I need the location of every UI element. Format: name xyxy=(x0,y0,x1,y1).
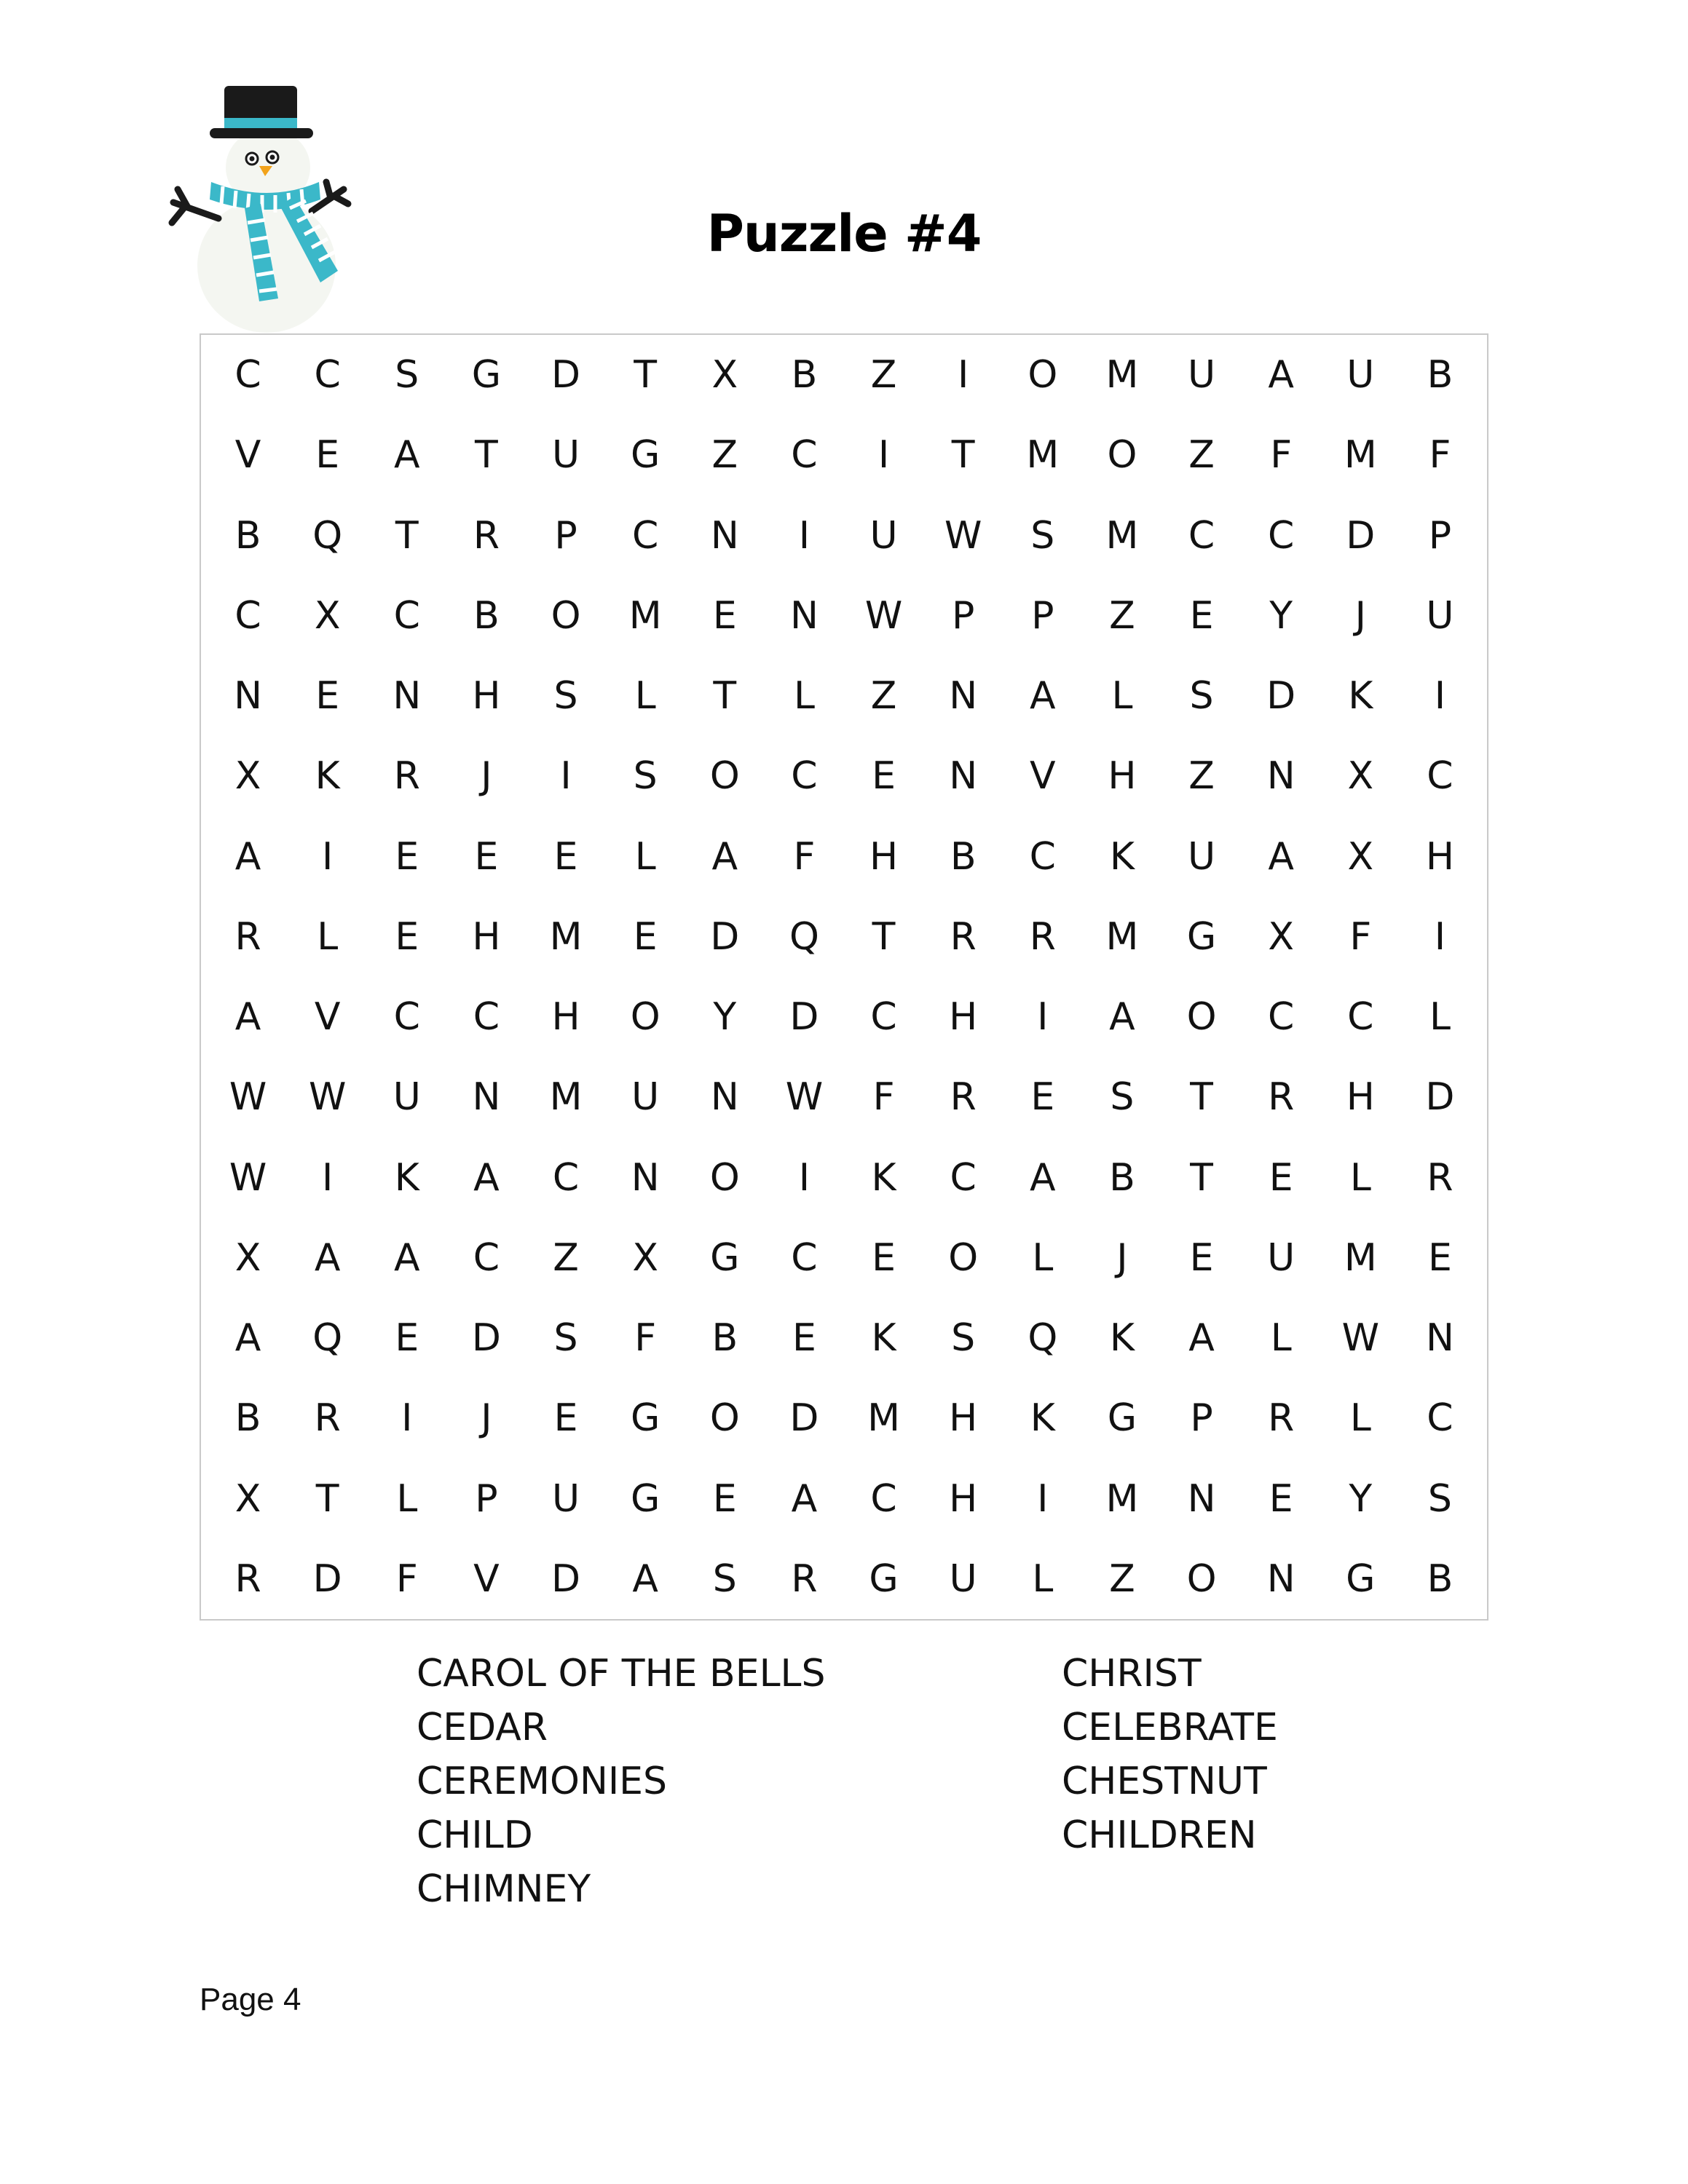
grid-letter: L xyxy=(1429,995,1451,1040)
grid-letter: H xyxy=(472,914,501,959)
grid-letter: I xyxy=(798,1155,811,1200)
grid-letter: C xyxy=(791,1235,818,1280)
grid-letter: F xyxy=(1270,433,1293,478)
grid-letter: M xyxy=(549,914,583,959)
grid-letter: H xyxy=(472,674,501,719)
grid-letter: G xyxy=(631,1476,660,1521)
grid-letter: B xyxy=(1109,1155,1135,1200)
grid-letter: E xyxy=(395,834,419,879)
grid-letter: U xyxy=(1188,834,1216,879)
grid-letter: T xyxy=(315,1476,339,1521)
grid-letter: E xyxy=(1269,1476,1293,1521)
grid-letter: A xyxy=(1188,1316,1215,1361)
grid-letter: C xyxy=(632,513,659,558)
grid-letter: W xyxy=(944,513,982,558)
grid-letter: L xyxy=(1111,674,1133,719)
grid-letter: X xyxy=(1347,834,1374,879)
grid-letter: S xyxy=(951,1316,976,1361)
grid-letter: T xyxy=(1190,1155,1213,1200)
grid-letter: H xyxy=(869,834,899,879)
grid-letter: N xyxy=(1266,1556,1295,1601)
grid-letter: H xyxy=(949,995,978,1040)
word-list-item: CAROL OF THE BELLS xyxy=(417,1652,826,1696)
grid-letter: G xyxy=(631,433,660,478)
grid-letter: D xyxy=(551,1556,581,1601)
grid-letter: E xyxy=(633,914,658,959)
grid-letter: P xyxy=(952,593,975,638)
grid-letter: M xyxy=(628,593,662,638)
grid-letter: S xyxy=(553,674,578,719)
grid-letter: U xyxy=(393,1075,421,1120)
word-list-item: CELEBRATE xyxy=(1062,1706,1278,1749)
word-list-right xyxy=(1062,1647,1278,1862)
grid-letter: Z xyxy=(870,353,897,397)
grid-letter: T xyxy=(872,914,896,959)
grid-letter: L xyxy=(1032,1556,1054,1601)
grid-letter: X xyxy=(314,593,341,638)
word-search-grid xyxy=(200,333,1488,1621)
grid-letter: W xyxy=(1341,1316,1380,1361)
grid-letter: I xyxy=(1037,995,1049,1040)
grid-letter: E xyxy=(712,593,737,638)
grid-letter: F xyxy=(1429,433,1451,478)
grid-letter: V xyxy=(314,995,341,1040)
grid-letter: U xyxy=(552,433,580,478)
grid-letter: O xyxy=(1028,353,1058,397)
grid-letter: C xyxy=(1268,995,1295,1040)
grid-letter: W xyxy=(229,1075,267,1120)
grid-letter: O xyxy=(709,754,740,799)
grid-letter: A xyxy=(234,834,261,879)
page-number: Page 4 xyxy=(200,1982,301,2017)
grid-letter: P xyxy=(1190,1396,1213,1441)
grid-letter: E xyxy=(712,1476,737,1521)
grid-letter: O xyxy=(1107,433,1137,478)
grid-letter: M xyxy=(1105,1476,1139,1521)
grid-letter: E xyxy=(1269,1155,1293,1200)
grid-letter: C xyxy=(950,1155,977,1200)
grid-letter: K xyxy=(1030,1396,1055,1441)
grid-letter: T xyxy=(634,353,658,397)
grid-letter: I xyxy=(958,353,969,397)
grid-letter: L xyxy=(1032,1235,1054,1280)
grid-letter: N xyxy=(393,674,422,719)
word-list-left xyxy=(417,1647,826,1916)
grid-letter: X xyxy=(632,1235,658,1280)
grid-letter: A xyxy=(791,1476,818,1521)
grid-letter: T xyxy=(713,674,737,719)
grid-letter: H xyxy=(1425,834,1454,879)
grid-letter: W xyxy=(229,1155,267,1200)
grid-letter: J xyxy=(481,754,492,799)
grid-letter: I xyxy=(1434,674,1446,719)
grid-letter: L xyxy=(1349,1396,1371,1441)
grid-letter: A xyxy=(473,1155,500,1200)
grid-letter: I xyxy=(1037,1476,1049,1521)
grid-letter: E xyxy=(1428,1235,1452,1280)
grid-letter: Z xyxy=(1188,754,1215,799)
grid-letter: X xyxy=(711,353,738,397)
grid-letter: Q xyxy=(312,513,343,558)
grid-letter: N xyxy=(710,513,739,558)
grid-letter: I xyxy=(401,1396,413,1441)
grid-letter: R xyxy=(1268,1075,1295,1120)
grid-letter: R xyxy=(950,1075,977,1120)
grid-letter: E xyxy=(553,834,578,879)
grid-letter: C xyxy=(1427,1396,1454,1441)
grid-letter: C xyxy=(1347,995,1374,1040)
grid-letter: Z xyxy=(1188,433,1215,478)
grid-letter: B xyxy=(791,353,818,397)
grid-letter: W xyxy=(308,1075,347,1120)
grid-letter: D xyxy=(471,1316,501,1361)
grid-letter: C xyxy=(234,353,261,397)
grid-letter: L xyxy=(634,674,656,719)
grid-letter: Y xyxy=(1349,1476,1373,1521)
grid-letter: R xyxy=(1268,1396,1295,1441)
grid-letter: E xyxy=(792,1316,816,1361)
grid-letter: R xyxy=(234,914,261,959)
grid-letter: B xyxy=(950,834,977,879)
grid-letter: A xyxy=(1109,995,1135,1040)
grid-letter: E xyxy=(872,1235,896,1280)
grid-letter: E xyxy=(872,754,896,799)
grid-letter: O xyxy=(948,1235,979,1280)
grid-letter: I xyxy=(322,1155,334,1200)
grid-letter: S xyxy=(1427,1476,1452,1521)
grid-letter: J xyxy=(1354,593,1366,638)
grid-letter: L xyxy=(634,834,656,879)
grid-letter: A xyxy=(234,1316,261,1361)
grid-letter: E xyxy=(1030,1075,1055,1120)
grid-letter: M xyxy=(549,1075,583,1120)
grid-letter: D xyxy=(789,1396,819,1441)
grid-letter: N xyxy=(949,674,978,719)
grid-letter: I xyxy=(560,754,572,799)
grid-letter: F xyxy=(1349,914,1372,959)
grid-letter: H xyxy=(551,995,580,1040)
grid-letter: I xyxy=(877,433,890,478)
grid-letter: L xyxy=(1349,1155,1371,1200)
grid-letter: I xyxy=(798,513,811,558)
grid-letter: K xyxy=(871,1155,896,1200)
grid-letter: V xyxy=(234,433,261,478)
grid-letter: D xyxy=(1266,674,1296,719)
grid-letter: Q xyxy=(312,1316,343,1361)
grid-letter: J xyxy=(1116,1235,1128,1280)
grid-letter: T xyxy=(475,433,498,478)
grid-letter: C xyxy=(552,1155,580,1200)
grid-letter: X xyxy=(1347,754,1374,799)
grid-letter: N xyxy=(472,1075,501,1120)
page-title: Puzzle #4 xyxy=(706,204,982,264)
grid-letter: M xyxy=(1026,433,1060,478)
grid-letter: P xyxy=(554,513,577,558)
grid-letter: Q xyxy=(789,914,819,959)
grid-letter: G xyxy=(710,1235,740,1280)
grid-letter: C xyxy=(393,593,420,638)
word-list-item: CHESTNUT xyxy=(1062,1760,1267,1803)
grid-letter: N xyxy=(1187,1476,1216,1521)
grid-letter: I xyxy=(1434,914,1446,959)
grid-letter: F xyxy=(872,1075,895,1120)
grid-letter: C xyxy=(234,593,261,638)
grid-letter: C xyxy=(473,995,500,1040)
grid-letter: N xyxy=(631,1155,660,1200)
grid-letter: A xyxy=(1030,674,1056,719)
grid-letter: U xyxy=(869,513,898,558)
grid-letter: O xyxy=(709,1155,740,1200)
grid-letter: R xyxy=(950,914,977,959)
grid-letter: F xyxy=(793,834,816,879)
grid-letter: L xyxy=(1270,1316,1292,1361)
grid-letter: O xyxy=(630,995,660,1040)
word-list-item: CEREMONIES xyxy=(417,1760,668,1803)
grid-letter: D xyxy=(312,1556,342,1601)
word-list-item: CHILDREN xyxy=(1062,1813,1257,1857)
grid-letter: Z xyxy=(711,433,738,478)
grid-letter: Y xyxy=(713,995,737,1040)
grid-letter: Z xyxy=(553,1235,579,1280)
grid-letter: W xyxy=(785,1075,824,1120)
grid-letter: S xyxy=(1110,1075,1135,1120)
grid-letter: P xyxy=(1428,513,1452,558)
grid-letter: M xyxy=(1105,513,1139,558)
grid-letter: N xyxy=(1425,1316,1454,1361)
grid-letter: K xyxy=(871,1316,896,1361)
grid-letter: T xyxy=(1190,1075,1213,1120)
grid-letter: U xyxy=(552,1476,580,1521)
grid-letter: S xyxy=(633,754,658,799)
grid-letter: D xyxy=(1346,513,1376,558)
grid-letter: C xyxy=(791,433,818,478)
grid-letter: H xyxy=(1346,1075,1375,1120)
word-list-item: CHIMNEY xyxy=(417,1867,591,1911)
grid-letter: G xyxy=(1186,914,1217,959)
grid-letter: A xyxy=(394,1235,420,1280)
grid-letter: T xyxy=(951,433,975,478)
grid-letter: U xyxy=(1267,1235,1295,1280)
grid-letter: E xyxy=(315,433,340,478)
grid-letter: C xyxy=(393,995,420,1040)
grid-letter: C xyxy=(1029,834,1056,879)
grid-letter: F xyxy=(395,1556,418,1601)
grid-letter: R xyxy=(791,1556,818,1601)
grid-letter: G xyxy=(631,1396,660,1441)
grid-letter: H xyxy=(949,1396,978,1441)
grid-letter: L xyxy=(396,1476,418,1521)
grid-letter: K xyxy=(394,1155,419,1200)
grid-letter: B xyxy=(1427,1556,1454,1601)
grid-letter: G xyxy=(471,353,502,397)
grid-letter: E xyxy=(395,1316,419,1361)
grid-letter: K xyxy=(1348,674,1373,719)
grid-letter: Y xyxy=(1269,593,1293,638)
grid-letter: K xyxy=(315,754,340,799)
grid-letter: E xyxy=(1189,593,1214,638)
grid-letter: G xyxy=(1107,1396,1137,1441)
grid-letter: M xyxy=(1344,1235,1377,1280)
grid-letter: E xyxy=(395,914,419,959)
grid-letter: L xyxy=(317,914,339,959)
grid-letter: U xyxy=(1346,353,1375,397)
grid-letter: N xyxy=(1266,754,1295,799)
grid-letter: M xyxy=(867,1396,900,1441)
grid-letter: A xyxy=(234,995,261,1040)
grid-letter: R xyxy=(473,513,500,558)
grid-letter: S xyxy=(553,1316,578,1361)
grid-letter: S xyxy=(712,1556,737,1601)
grid-letter: M xyxy=(1105,353,1139,397)
grid-letter: N xyxy=(949,754,978,799)
grid-letter: K xyxy=(1109,834,1135,879)
grid-letter: B xyxy=(234,1396,261,1441)
grid-letter: C xyxy=(791,754,818,799)
grid-letter: M xyxy=(1344,433,1377,478)
grid-letter: U xyxy=(1188,353,1216,397)
grid-letter: V xyxy=(1030,754,1056,799)
grid-letter: S xyxy=(1030,513,1055,558)
grid-letter: J xyxy=(481,1396,492,1441)
grid-letter: B xyxy=(473,593,500,638)
grid-letter: Z xyxy=(1109,1556,1135,1601)
grid-letter: E xyxy=(474,834,499,879)
grid-letter: A xyxy=(314,1235,341,1280)
grid-letter: R xyxy=(1427,1155,1454,1200)
grid-letter: O xyxy=(1186,1556,1217,1601)
grid-letter: C xyxy=(1188,513,1215,558)
grid-letter: Z xyxy=(870,674,897,719)
grid-letter: R xyxy=(234,1556,261,1601)
grid-letter: O xyxy=(551,593,581,638)
grid-letter: T xyxy=(395,513,419,558)
grid-letter: A xyxy=(1268,353,1294,397)
grid-letter: X xyxy=(1268,914,1294,959)
grid-letter: X xyxy=(234,754,261,799)
grid-letter: P xyxy=(1031,593,1054,638)
grid-letter: E xyxy=(315,674,340,719)
grid-letter: I xyxy=(322,834,334,879)
grid-letter: P xyxy=(475,1476,498,1521)
word-list-item: CEDAR xyxy=(417,1706,548,1749)
grid-letter: Q xyxy=(1028,1316,1058,1361)
grid-letter: B xyxy=(234,513,261,558)
grid-letter: A xyxy=(711,834,738,879)
grid-letter: U xyxy=(1426,593,1454,638)
grid-letter: O xyxy=(709,1396,740,1441)
grid-letter: R xyxy=(1029,914,1056,959)
grid-letter: V xyxy=(473,1556,500,1601)
word-list-item: CHRIST xyxy=(1062,1652,1202,1696)
grid-letter: F xyxy=(634,1316,657,1361)
grid-letter: C xyxy=(870,995,897,1040)
grid-letter: A xyxy=(1030,1155,1056,1200)
grid-letter: U xyxy=(631,1075,660,1120)
grid-letter: A xyxy=(1268,834,1294,879)
grid-letter: S xyxy=(1189,674,1214,719)
grid-letter: D xyxy=(1425,1075,1455,1120)
grid-letter: E xyxy=(553,1396,578,1441)
grid-letter: R xyxy=(393,754,420,799)
grid-letter: N xyxy=(234,674,263,719)
grid-letter: X xyxy=(234,1235,261,1280)
grid-letter: M xyxy=(1105,914,1139,959)
grid-letter: G xyxy=(869,1556,899,1601)
grid-letter: C xyxy=(314,353,341,397)
grid-letter: L xyxy=(793,674,815,719)
grid-letter: E xyxy=(1189,1235,1214,1280)
grid-letter: H xyxy=(1108,754,1137,799)
grid-letter: O xyxy=(1186,995,1217,1040)
grid-letter: C xyxy=(1268,513,1295,558)
grid-letter: U xyxy=(949,1556,977,1601)
grid-letter: C xyxy=(473,1235,500,1280)
word-list-item: CHILD xyxy=(417,1813,533,1857)
grid-letter: G xyxy=(1346,1556,1376,1601)
grid-letter: A xyxy=(394,433,420,478)
grid-letter: N xyxy=(710,1075,739,1120)
grid-letter: X xyxy=(234,1476,261,1521)
grid-letter: W xyxy=(864,593,903,638)
grid-letter: K xyxy=(1109,1316,1135,1361)
grid-letter: S xyxy=(395,353,419,397)
grid-letter: D xyxy=(710,914,740,959)
grid-letter: B xyxy=(1427,353,1454,397)
grid-letter: D xyxy=(551,353,581,397)
grid-letter: R xyxy=(314,1396,341,1441)
grid-letter: C xyxy=(1427,754,1454,799)
grid-letter: B xyxy=(711,1316,738,1361)
grid-letter: C xyxy=(870,1476,897,1521)
grid-letter: D xyxy=(789,995,819,1040)
grid-letter: A xyxy=(632,1556,658,1601)
grid-letter: Z xyxy=(1109,593,1135,638)
grid-letter: H xyxy=(949,1476,978,1521)
grid-letter: N xyxy=(789,593,819,638)
